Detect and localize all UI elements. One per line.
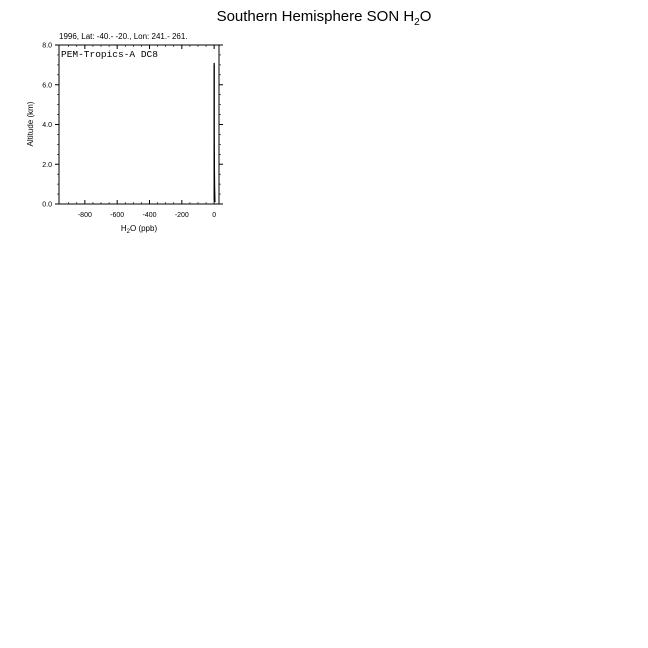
plot-frame [59, 45, 219, 204]
y-tick-label: 8.0 [42, 42, 52, 50]
x-tick-label: -800 [77, 212, 92, 219]
page-title: Southern Hemisphere SON $H_2O$ [216, 8, 432, 28]
y-axis-label: Altitude (km) [26, 101, 35, 147]
data-series [214, 63, 215, 202]
chart-subtitle: 1996, Lat: -40.- -20., Lon: 241.- 261. [59, 32, 188, 41]
x-tick-label: -400 [142, 212, 157, 219]
x-tick-label: -600 [110, 212, 125, 219]
axis-ticks [42, 43, 223, 220]
y-tick-label: 0.0 [42, 201, 52, 209]
y-tick-label: 6.0 [42, 82, 52, 90]
x-tick-label: 0 [212, 212, 217, 219]
y-tick-label: 2.0 [42, 161, 52, 169]
x-axis-label: $H_2O$ (ppb) [120, 224, 158, 235]
y-tick-label: 4.0 [42, 122, 52, 129]
dataset-annotation: PEM-Tropics-A DC8 [61, 49, 158, 60]
x-tick-label: -200 [174, 212, 189, 219]
